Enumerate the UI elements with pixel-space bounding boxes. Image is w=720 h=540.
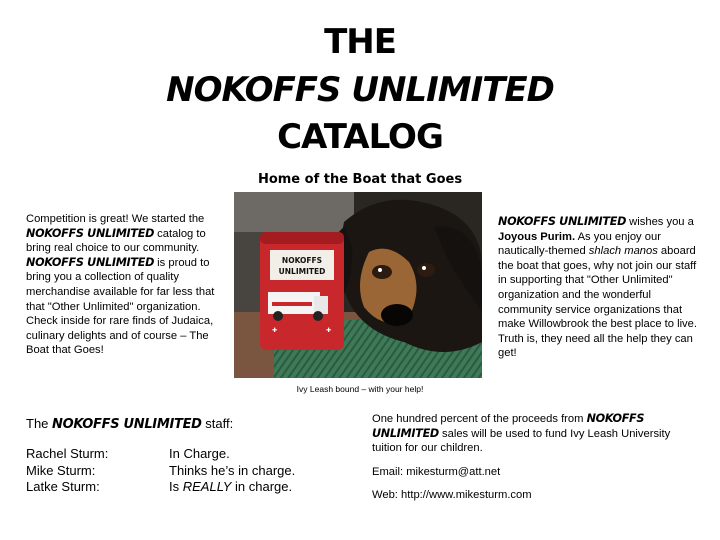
- staff-role: Is REALLY in charge.: [169, 479, 293, 494]
- email-contact[interactable]: Email: mikesturm@att.net: [372, 465, 501, 478]
- brand-name: NOKOFFS UNLIMITED: [498, 215, 627, 228]
- web-link[interactable]: Web: http://www.mikesturm.com: [372, 489, 532, 502]
- staff-section: [26, 416, 356, 496]
- staff-heading: [26, 416, 356, 432]
- purim-text-3: aboard the boat that goes, why not join our staff in supporting that "Other Unlimited" organization and the wonderful community service organizations that make Willowbrook the best place to live. Truth is, they need all the help they can get!: [498, 245, 697, 360]
- svg-text:NOKOFFS: NOKOFFS: [281, 256, 323, 265]
- staff-name: Mike Sturm:: [26, 462, 96, 478]
- dog-nose: [381, 304, 413, 326]
- staff-heading-pre: The: [26, 416, 53, 431]
- proceeds-text-1: One hundred percent of the proceeds from: [372, 413, 587, 425]
- purim-paragraph: [498, 215, 698, 361]
- staff-role: Thinks he’s in charge.: [169, 462, 296, 478]
- purim-text-1: wishes you a: [626, 216, 694, 228]
- proceeds-section: [372, 412, 692, 512]
- dog-photo-illustration: [234, 192, 482, 378]
- staff-row: [26, 479, 356, 496]
- staff-name: Latke Sturm:: [26, 479, 100, 494]
- staff-row: [26, 463, 356, 480]
- intro-text-1: Competition is great! We started the: [26, 213, 205, 225]
- title-line-the: THE: [324, 22, 396, 62]
- shlach-manos: shlach manos: [588, 245, 658, 258]
- svg-text:✚: ✚: [272, 327, 278, 334]
- dog-photo: [234, 192, 482, 378]
- staff-row: [26, 446, 356, 463]
- staff-name: Rachel Sturm:: [26, 446, 109, 461]
- subtitle: Home of the Boat that Goes: [257, 172, 463, 187]
- really-emphasis: REALLY: [182, 479, 232, 494]
- nokoffs-can: [260, 232, 344, 350]
- joyous-purim: Joyous Purim.: [498, 230, 576, 243]
- purim-text-2: As you enjoy our nautically-themed: [498, 230, 661, 258]
- proceeds-paragraph: [372, 412, 692, 456]
- staff-heading-post: staff:: [201, 416, 234, 431]
- proceeds-text-2: sales will be used to fund Ivy Leash University tuition for our children.: [372, 427, 671, 455]
- staff-role: In Charge.: [169, 446, 230, 461]
- brand-name: NOKOFFS UNLIMITED: [26, 226, 155, 240]
- title-line-brand: NOKOFFS UNLIMITED: [166, 70, 554, 110]
- brand-name: NOKOFFS UNLIMITED: [52, 417, 202, 432]
- brand-name: NOKOFFS UNLIMITED: [26, 255, 155, 269]
- photo-caption: Ivy Leash bound – with your help!: [296, 384, 424, 394]
- intro-text-2: catalog to bring real choice to our community.: [26, 227, 206, 255]
- intro-text-3: is proud to bring you a collection of quality merchandise available for far less that that "Other Unlimited" organization. Check inside for rare finds of Judaica, culinary delights and of course – The Boat that Goes!: [26, 256, 215, 357]
- intro-paragraph: [26, 212, 231, 358]
- svg-text:UNLIMITED: UNLIMITED: [278, 267, 326, 276]
- title-line-catalog: CATALOG: [277, 117, 443, 157]
- brand-name: NOKOFFS UNLIMITED: [372, 412, 645, 440]
- svg-text:✚: ✚: [326, 327, 332, 334]
